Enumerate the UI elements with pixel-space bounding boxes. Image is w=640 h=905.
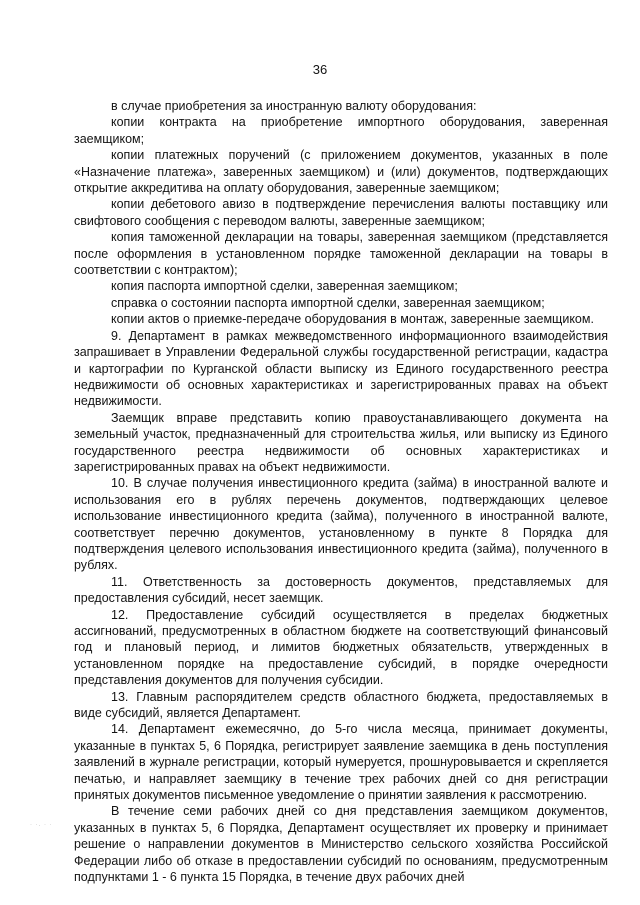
paragraph-customs-declaration: копия таможенной декларации на товары, заверенная заемщиком (представляется после оформления в установленном порядке таможенной декларации на товары в соответствии с контрактом); bbox=[74, 230, 608, 278]
paragraph-clause-9: 9. Департамент в рамках межведомственного информационного взаимодействия запрашивает в Управлении Федеральной службы государственной регистрации, кадастра и картографии по Курганской области выписку из Единого государственного реестра недвижимости об основных характеристиках и зарегистрированных правах на объект недвижимости. bbox=[74, 328, 608, 409]
scan-artifact: · ·. · · bbox=[30, 822, 53, 828]
document-body bbox=[74, 98, 608, 886]
paragraph-clause-14-review: В течение семи рабочих дней со дня представления заемщиком документов, указанных в пунктах 5, 6 Порядка, Департамент осуществляет их проверку и принимает решение о направлении документов в Министерство сельского хозяйства Российской Федерации либо об отказе в предоставлении субсидий по основаниям, предусмотренным подпунктами 1 - 6 пункта 15 Порядка, в течение двух рабочих дней bbox=[74, 804, 608, 885]
paragraph-debit-advice: копии дебетового авизо в подтверждение перечисления валюты поставщику или свифтового сообщения с переводом валюты, заверенные заемщиком; bbox=[74, 197, 608, 228]
paragraph-clause-9-borrower-right: Заемщик вправе представить копию правоустанавливающего документа на земельный участок, предназначенный для строительства жилья, или выписку из Единого государственного реестра недвижимости об основных характеристиках и зарегистрированных правах на объект недвижимости. bbox=[74, 410, 608, 474]
paragraph-import-passport: копия паспорта импортной сделки, заверенная заемщиком; bbox=[111, 279, 458, 294]
paragraph-clause-10: 10. В случае получения инвестиционного кредита (займа) в иностранной валюте и использования его в рублях перечень документов, подтверждающих целевое использование инвестиционного кредита (займа), полученного в иностранной валюте, соответствует перечню документов, установленному в пункте 8 Порядка для подтверждения целевого использования инвестиционного кредита (займа), полученного в рублях. bbox=[74, 476, 608, 573]
paragraph-foreign-currency-equipment: в случае приобретения за иностранную валюту оборудования: bbox=[111, 99, 477, 113]
page-number: 36 bbox=[312, 62, 328, 77]
paragraph-clause-13: 13. Главным распорядителем средств областного бюджета, предоставляемых в виде субсидий, является Департамент. bbox=[74, 689, 608, 721]
paragraph-payment-orders: копии платежных поручений (с приложением документов, указанных в поле «Назначение платежа», заверенных заемщиком) и (или) документов, подтверждающих открытие аккредитива на оплату оборудования, заверенные заемщиком; bbox=[74, 148, 608, 196]
paragraph-clause-11: 11. Ответственность за достоверность документов, представляемых для предоставления субсидий, несет заемщик. bbox=[74, 574, 608, 606]
paragraph-clause-14: 14. Департамент ежемесячно, до 5-го числа месяца, принимает документы, указанные в пунктах 5, 6 Порядка, регистрирует заявление заемщика в день поступления заявлений в журнале регистрации, который нумеруется, прошнуровывается и скрепляется печатью, и направляет заемщику в течение трех рабочих дней со дня регистрации принятых документов письменное уведомление о принятии заявления к рассмотрению. bbox=[74, 722, 608, 803]
paragraph-acceptance-acts: копии актов о приемке-передаче оборудования в монтаж, заверенные заемщиком. bbox=[111, 312, 594, 327]
paragraph-passport-status: справка о состоянии паспорта импортной сделки, заверенная заемщиком; bbox=[111, 295, 545, 310]
paragraph-contract-copies: копии контракта на приобретение импортного оборудования, заверенная заемщиком; bbox=[74, 115, 608, 146]
paragraph-clause-12: 12. Предоставление субсидий осуществляется в пределах бюджетных ассигнований, предусмотренных в областном бюджете на соответствующий финансовый год и плановый период, и лимитов бюджетных обязательств, утвержденных в установленном порядке на предоставление субсидий, в порядке очередности представления документов для получения субсидии. bbox=[74, 607, 608, 688]
